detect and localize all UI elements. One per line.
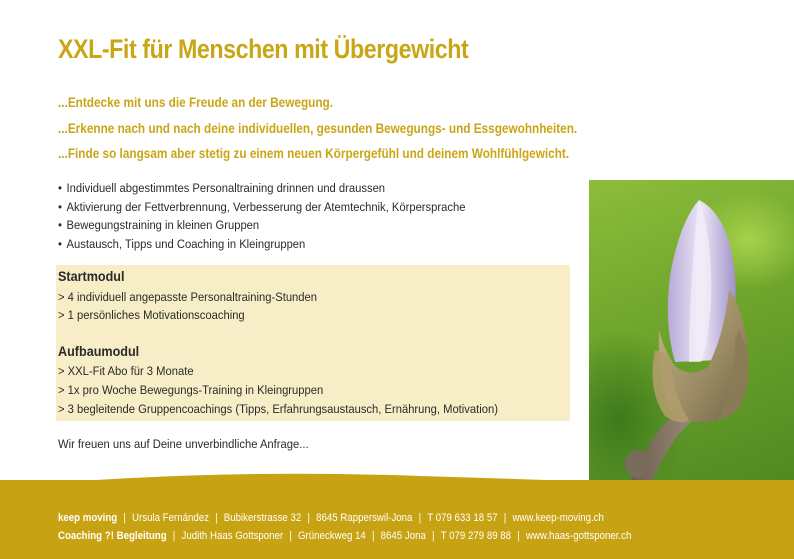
contact-street: Grüneckweg 14	[298, 530, 366, 542]
contact-web-link[interactable]: www.haas-gottsponer.ch	[525, 530, 632, 542]
contact-phone: T 079 279 89 88	[440, 530, 512, 542]
footer-contact-2	[58, 530, 631, 542]
list-item: • Austausch, Tipps und Coaching in Kleingruppen	[58, 235, 465, 254]
separator: |	[503, 512, 507, 524]
contact-phone: T 079 633 18 57	[427, 512, 498, 524]
page-title: XXL-Fit für Menschen mit Übergewicht	[58, 34, 469, 64]
tagline-1: ...Entdecke mit uns die Freude an der Bewegung.	[58, 95, 334, 110]
separator: |	[418, 512, 422, 524]
tagline-2: ...Erkenne nach und nach deine individuellen, gesunden Bewegungs- und Essgewohnheiten.	[58, 121, 578, 136]
startmodul-line: > 1 persönliches Motivationscoaching	[58, 308, 245, 322]
contact-name: Ursula Fernández	[132, 512, 209, 524]
tagline-3: ...Finde so langsam aber stetig zu einem neuen Körpergefühl und deinem Wohlfühlgewicht.	[58, 146, 570, 161]
contact-web-link[interactable]: www.keep-moving.ch	[512, 512, 604, 524]
magnolia-bud-illustration	[589, 180, 794, 484]
list-item: • Bewegungstraining in kleinen Gruppen	[58, 216, 465, 235]
aufbaumodul-title: Aufbaumodul	[58, 343, 140, 359]
footer-brand: keep moving	[58, 512, 118, 524]
contact-name: Judith Haas Gottsponer	[181, 530, 284, 542]
footer-contact-1	[58, 512, 604, 524]
contact-city: 8645 Jona	[380, 530, 426, 542]
separator: |	[215, 512, 218, 524]
aufbaumodul-line: > 3 begleitende Gruppencoachings (Tipps, Erfahrungsaustausch, Ernährung, Motivation)	[58, 402, 498, 416]
separator: |	[123, 512, 126, 524]
aufbaumodul-line: > XXL-Fit Abo für 3 Monate	[58, 364, 194, 378]
list-item: • Aktivierung der Fettverbrennung, Verbesserung der Atemtechnik, Körpersprache	[58, 198, 465, 217]
magnolia-bud-photo	[589, 180, 794, 484]
separator: |	[307, 512, 310, 524]
feature-list	[58, 179, 501, 253]
startmodul-line: > 4 individuell angepasste Personaltraining-Stunden	[58, 290, 318, 304]
contact-street: Bubikerstrasse 32	[223, 512, 302, 524]
separator: |	[517, 530, 520, 542]
separator: |	[432, 530, 435, 542]
footer-brand: Coaching ?! Begleitung	[58, 530, 167, 542]
separator: |	[172, 530, 176, 542]
separator: |	[289, 530, 292, 542]
startmodul-title: Startmodul	[58, 268, 125, 284]
closing-text: Wir freuen uns auf Deine unverbindliche Anfrage...	[58, 437, 309, 451]
list-item: • Individuell abgestimmtes Personaltraining drinnen und draussen	[58, 179, 465, 198]
separator: |	[371, 530, 375, 542]
contact-city: 8645 Rapperswil-Jona	[316, 512, 413, 524]
aufbaumodul-line: > 1x pro Woche Bewegungs-Training in Kleingruppen	[58, 383, 324, 397]
